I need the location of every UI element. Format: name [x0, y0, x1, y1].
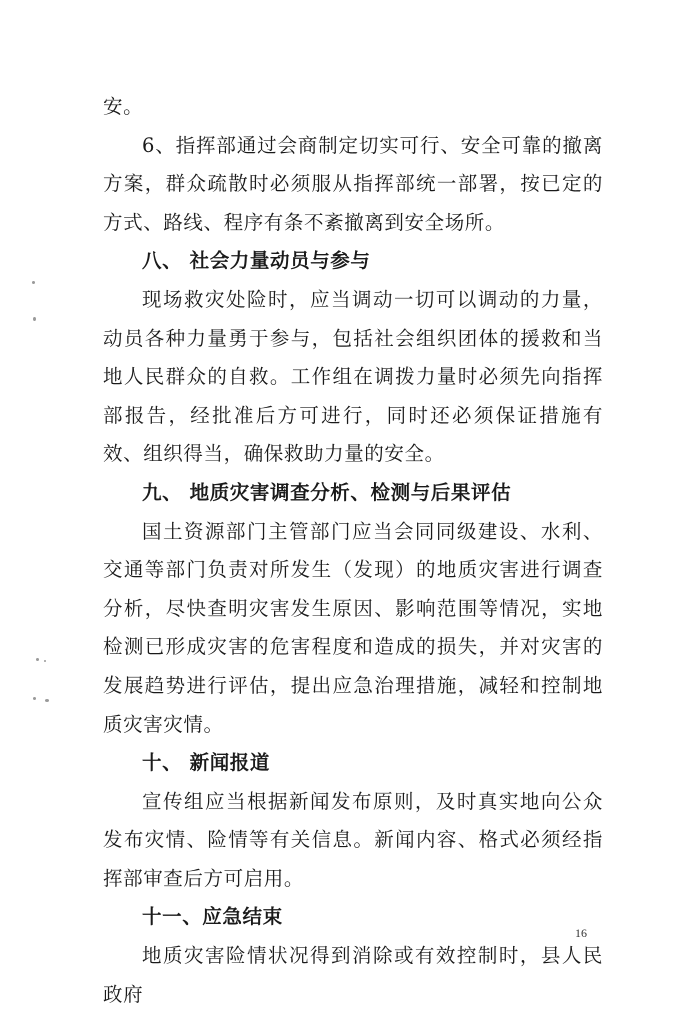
document-body [103, 88, 603, 1014]
paragraph-investigation: 国土资源部门主管部门应当会同同级建设、水利、交通等部门负责对所发生（发现）的地质灾害进行调查分析，尽快查明灾害发生原因、影响范围等情况，实地检测已形成灾害的危害程度和造成的损失，并对灾害的发展趋势进行评估，提出应急治理措施，减轻和控制地质灾害灾情。 [103, 519, 603, 736]
section-heading-11: 十一、应急结束 [142, 905, 283, 929]
section-heading-8: 八、 社会力量动员与参与 [142, 249, 371, 273]
scan-speck [33, 317, 36, 321]
scan-speck [32, 281, 35, 284]
paragraph-social-forces: 现场救灾处险时，应当调动一切可以调动的力量，动员各种力量勇于参与，包括社会组织团体的援救和当地人民群众的自救。工作组在调拨力量时必须先向指挥部报告，经批准后方可进行，同时还必须保证措施有效、组织得当，确保救助力量的安全。 [103, 287, 603, 466]
scan-speck [36, 658, 39, 661]
scan-speck [33, 697, 36, 700]
section-heading-10: 十、 新闻报道 [142, 751, 270, 775]
paragraph-emergency-end: 地质灾害险情状况得到消除或有效控制时，县人民政府 [103, 944, 603, 1006]
scan-speck [44, 660, 46, 662]
page-number: 16 [575, 926, 587, 940]
paragraph-news: 宣传组应当根据新闻发布原则，及时真实地向公众发布灾情、险情等有关信息。新闻内容、格式必须经指挥部审查后方可启用。 [103, 789, 603, 890]
section-heading-9: 九、 地质灾害调查分析、检测与后果评估 [142, 480, 512, 504]
paragraph-continuation: 安。 [103, 95, 144, 118]
paragraph-evacuation-plan: 6、指挥部通过会商制定切实可行、安全可靠的撤离方案，群众疏散时必须服从指挥部统一部署，按已定的方式、路线、程序有条不紊撤离到安全场所。 [103, 133, 603, 234]
scan-speck [45, 699, 49, 702]
